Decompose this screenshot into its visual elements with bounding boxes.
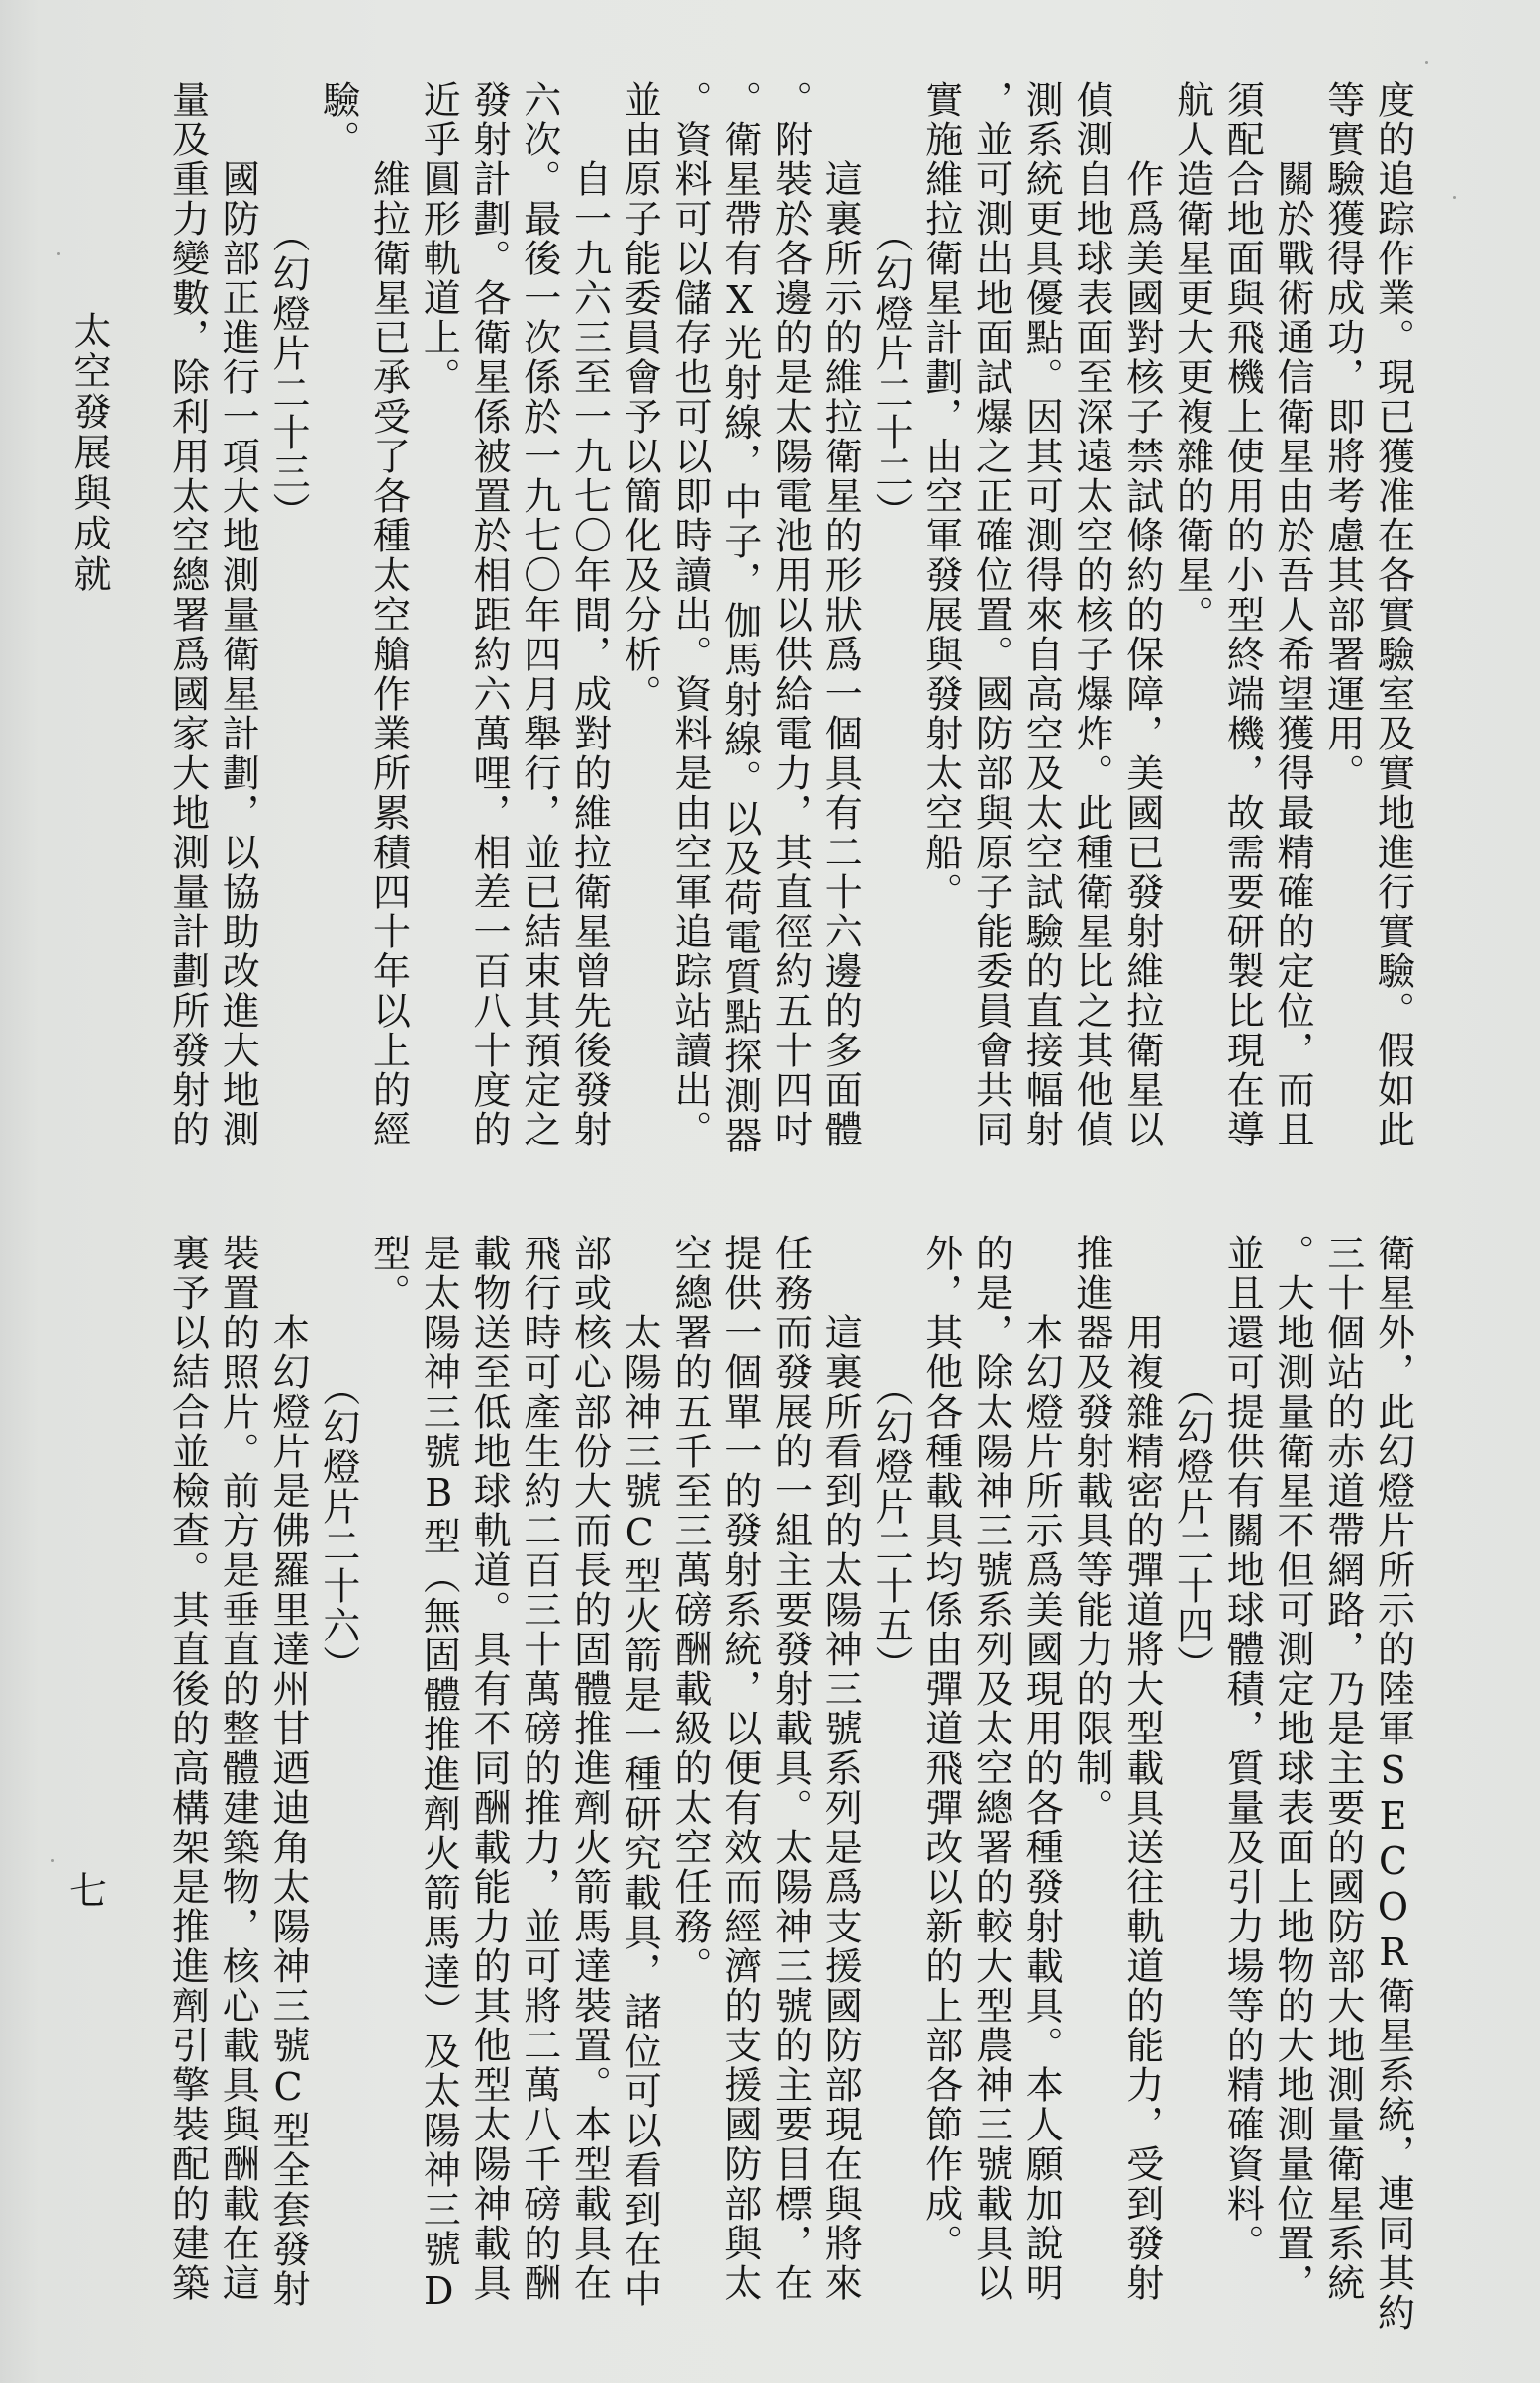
paragraph-first-line: 關於戰術通信衛星由於吾人希望獲得最精確的定位，而且 (1271, 159, 1314, 1149)
text-line: 。大地測量衛星不但可測定地球表面上地物的大地測量位置， (1271, 1234, 1314, 2303)
text-line: 六次。最後一次係於一九七〇年四月舉行，並已結束其預定之 (517, 80, 561, 1149)
text-line: 飛行時可產生約二百三十萬磅的推力，並可將二萬八千磅的酬 (517, 1234, 561, 2303)
text-line: 等實驗獲得成功，即將考慮其部署運用。 (1320, 80, 1365, 793)
text-line: 偵測自地球表面至深遠太空的核子爆炸。此種衛星比之其他偵 (1070, 80, 1113, 1149)
scan-speck (1453, 196, 1456, 199)
text-line: 測系統更具優點。因其可測得來自高空及太空試驗的直接幅射 (1019, 80, 1064, 1149)
paragraph-first-line: 本幻燈片是佛羅里達州甘迺迪角太陽神三號C型全套發射 (266, 1313, 310, 2309)
paragraph-first-line: 這裏所示的維拉衛星的形狀爲一個具有二十六邊的多面體 (818, 159, 863, 1149)
scan-speck (51, 1859, 54, 1862)
text-line: 量及重力變數，除利用太空總署爲國家大地測量計劃所發射的 (165, 80, 210, 1149)
text-line: 實施維拉衛星計劃，由空軍發展與發射太空船。 (918, 80, 963, 912)
scan-speck (57, 252, 60, 255)
text-line: 航人造衛星更大更複雜的衛星。 (1170, 80, 1214, 635)
text-line: 載物送至低地球軌道。具有不同酬載能力的其他型太陽神載具 (467, 1234, 511, 2303)
text-line: 空總署的五千至三萬磅酬載級的太空任務。 (668, 1234, 712, 1986)
text-line: 任務而發展的一組主要發射載具。太陽神三號的主要目標，在 (768, 1234, 813, 2303)
paragraph-first-line: 維拉衛星已承受了各種太空艙作業所累積四十年以上的經 (366, 159, 411, 1149)
text-line: 裏予以結合並檢查。其直後的高構架是推進劑引擎裝配的建築 (165, 1234, 210, 2303)
text-line: 裝置的照片。前方是垂直的整體建築物，核心載具與酬載在這 (216, 1234, 260, 2303)
paragraph-first-line: 用複雜精密的彈道將大型載具送往軌道的能力，受到發射 (1119, 1313, 1164, 2303)
slide-heading: （幻燈片二十五） (869, 1368, 913, 1685)
text-line: 外，其他各種載具均係由彈道飛彈改以新的上部各節作成。 (918, 1234, 963, 2263)
paragraph-first-line: 本幻燈片所示爲美國現用的各種發射載具。本人願加說明 (1019, 1313, 1064, 2303)
text-line: 部或核心部份大而長的固體推進劑火箭馬達裝置。本型載具在 (567, 1234, 612, 2303)
paragraph-first-line: 作爲美國對核子禁試條約的保障，美國已發射維拉衛星以 (1119, 159, 1164, 1149)
slide-heading: （幻燈片二十四） (1170, 1368, 1214, 1685)
text-line: ，並可測出地面試爆之正確位置。國防部與原子能委員會共同 (969, 80, 1013, 1149)
text-line: 並由原子能委員會予以簡化及分析。 (618, 80, 662, 714)
text-line: 。資料可以儲存也可以即時讀出。資料是由空軍追踪站讀出。 (668, 80, 712, 1149)
text-line: 提供一個單一的發射系統，以便有效而經濟的支援國防部與太 (718, 1234, 762, 2303)
text-line: 驗。 (316, 80, 360, 159)
slide-heading: （幻燈片二十六） (316, 1368, 360, 1685)
paragraph-first-line: 自一九六三至一九七〇年間，成對的維拉衛星曾先後發射 (567, 159, 612, 1149)
text-line: 的是，除太陽神三號系列及太空總署的較大型農神三號載具以 (969, 1234, 1013, 2303)
text-line: 並且還可提供有關地球體積，質量及引力場等的精確資料。 (1220, 1234, 1265, 2263)
slide-heading: （幻燈片二十三） (266, 215, 310, 532)
text-line: 發射計劃。各衛星係被置於相距約六萬哩，相差一百八十度的 (467, 80, 511, 1149)
paragraph-first-line: 這裏所看到的太陽神三號系列是爲支援國防部現在與將來 (818, 1313, 863, 2303)
paragraph-first-line: 國防部正進行一項大地測量衛星計劃，以協助改進大地測 (216, 159, 260, 1149)
paragraph-first-line: 太陽神三號C型火箭是一種研究載具，諸位可以看到在中 (618, 1313, 662, 2309)
text-line: 推進器及發射載具等能力的限制。 (1070, 1234, 1113, 1828)
text-line: 三十個站的赤道帶網路，乃是主要的國防部大地測量衛星系統 (1320, 1234, 1365, 2303)
text-line: 衛星外，此幻燈片所示的陸軍SECOR衛星系統，連同其約 (1371, 1234, 1415, 2333)
text-line: 。衛星帶有X光射線，中子，伽馬射線。以及荷電質點探測器 (718, 80, 762, 1155)
page-number: 七 (68, 1869, 107, 1913)
text-line: 須配合地面與飛機上使用的小型終端機，故需要研製比現在導 (1220, 80, 1265, 1149)
text-line: 度的追踪作業。現已獲准在各實驗室及實地進行實驗。假如此 (1371, 80, 1415, 1149)
text-line: 型。 (366, 1234, 411, 1313)
text-line: 近乎圓形軌道上。 (417, 80, 461, 397)
running-head: 太空發展與成就 (67, 311, 111, 595)
scan-speck (1425, 61, 1428, 64)
text-line: 。附裝於各邊的是太陽電池用以供給電力，其直徑約五十四吋 (768, 80, 813, 1149)
text-line: 是太陽神三號B型（無固體推進劑火箭馬達）及太陽神三號D (417, 1234, 461, 2315)
slide-heading: （幻燈片二十二） (869, 215, 913, 532)
